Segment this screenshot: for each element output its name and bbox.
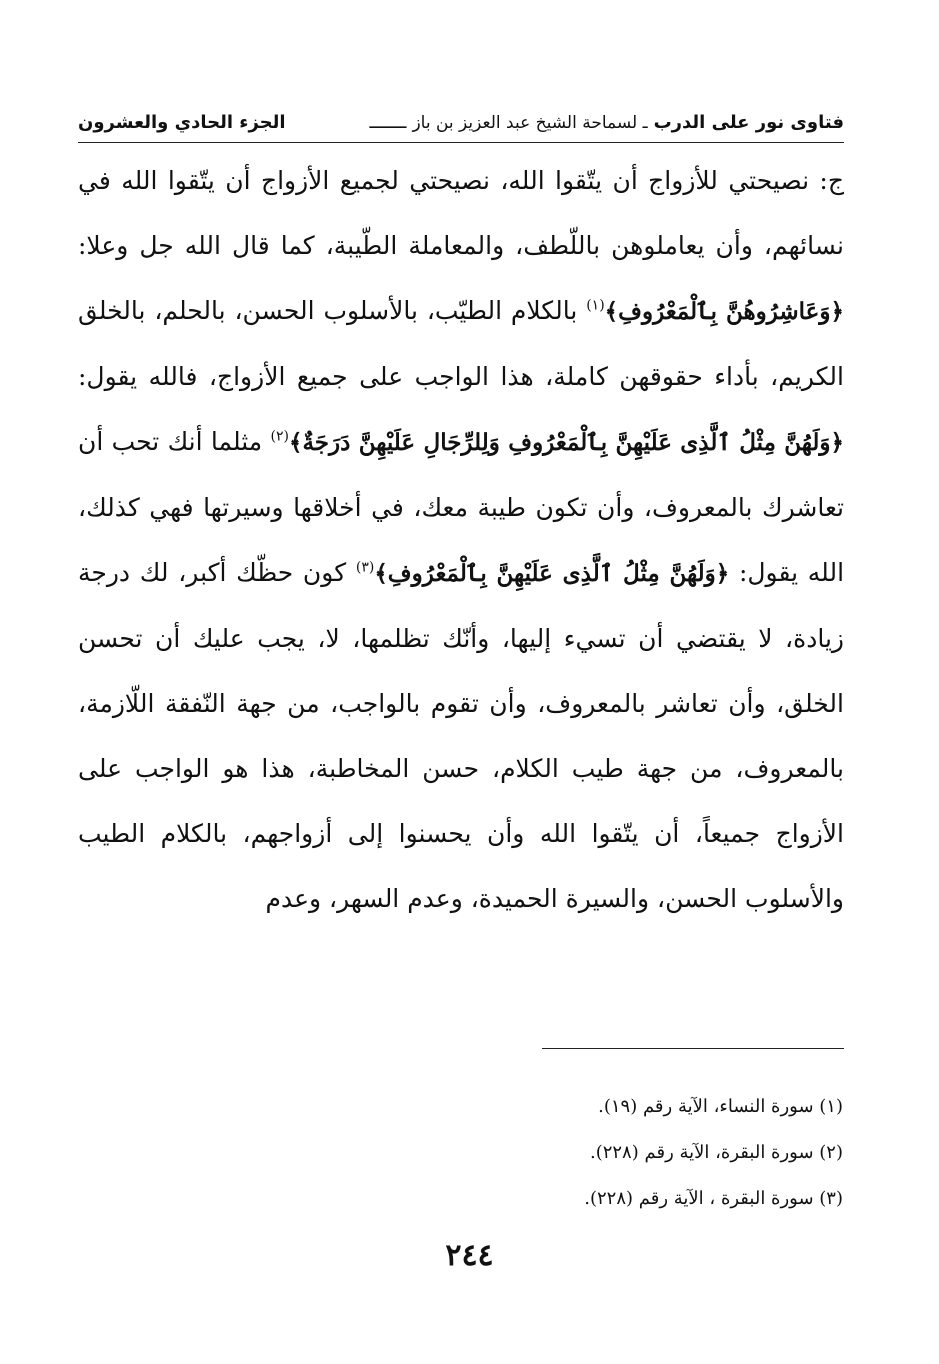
page-number: ٢٤٤ — [445, 1238, 494, 1273]
footnote-item: (٣) سورة البقرة ، الآية رقم (٢٢٨). — [584, 1188, 843, 1209]
quran-quote: ﴿وَعَاشِرُوهُنَّ بِٱلْمَعْرُوفِ﴾ — [604, 298, 844, 325]
quran-quote: ﴿وَلَهُنَّ مِثْلُ ٱلَّذِى عَلَيْهِنَّ بِٱلْمَعْرُوفِ﴾ — [374, 560, 730, 587]
running-header — [78, 104, 844, 143]
answer-paragraph — [78, 148, 844, 931]
header-separator: ـــــــ — [369, 111, 407, 133]
footnote-item: (٢) سورة البقرة، الآية رقم (٢٢٨). — [589, 1142, 843, 1163]
footnote-ref: (١) — [586, 297, 605, 314]
footnote-ref: (٣) — [355, 559, 375, 576]
book-title: فتاوى نور على الدرب — [653, 111, 844, 133]
footnotes — [283, 1084, 843, 1222]
footnote-divider — [542, 1048, 844, 1049]
main-text — [78, 148, 844, 931]
volume-label: الجزء الحادي والعشرون — [78, 111, 286, 133]
quran-quote: ﴿وَلَهُنَّ مِثْلُ ٱلَّذِى عَلَيْهِنَّ بِٱلْمَعْرُوفِ وَلِلرِّجَالِ عَلَيْهِنَّ دَرَجَةٌ﴾ — [288, 429, 844, 456]
footnote-item: (١) سورة النساء، الآية رقم (١٩). — [598, 1096, 843, 1117]
text-segment: بالكلام الطيّب، بالأسلوب الحسن، بالحلم، بالخلق الكريم، بأداء حقوقهن كاملة، هذا الواجب على جميع الأزواج، فالله يقول: — [78, 296, 844, 391]
author-name: ـ لسماحة الشيخ عبد العزيز بن باز — [412, 112, 648, 133]
header-title-group — [370, 112, 844, 133]
text-segment: كون حظّك أكبر، لك درجة زيادة، لا يقتضي أن تسيء إليها، وأنّك تظلمها، لا، يجب عليك أن تحسن الخلق، وأن تعاشر بالمعروف، وأن تقوم بالواجب، من جهة النّفقة اللّازمة، بالمعروف، من جهة طيب الكلام، حسن المخاطبة، هذا هو الواجب على الأزواج جميعاً، أن يتّقوا الله وأن يحسنوا إلى أزواجهم، بالكلام الطيب والأسلوب الحسن، والسيرة الحميدة، وعدم السهر، وعدم — [78, 558, 844, 913]
text-segment: مثلما أنك تحب أن تعاشرك بالمعروف، وأن تكون طيبة معك، في أخلاقها وسيرتها فهي كذلك، الله يقول: — [78, 427, 845, 587]
footnote-ref: (٢) — [270, 428, 289, 445]
text-segment: ج: نصيحتي للأزواج أن يتّقوا الله، نصيحتي لجميع الأزواج أن يتّقوا الله في نسائهم، وأن يعاملوهن باللّطف، والمعاملة الطّيبة، كما قال الله جل وعلا: — [78, 166, 844, 260]
